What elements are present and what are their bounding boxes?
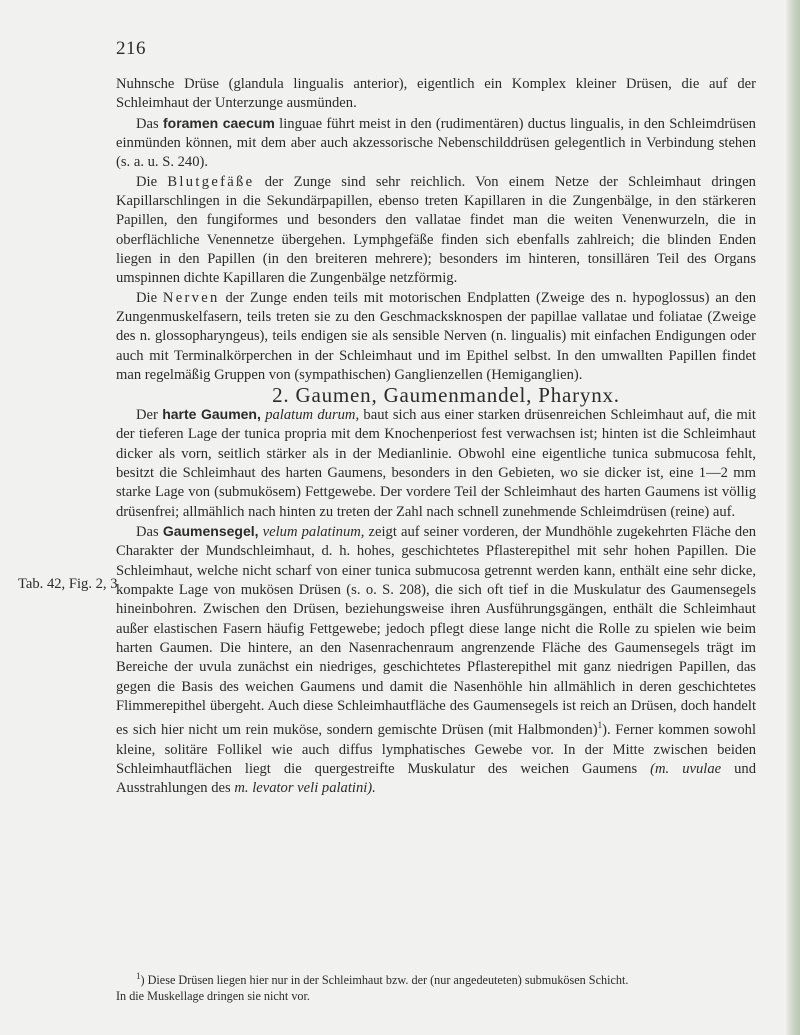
paragraph-blood-vessels: Die Blutgefäße der Zunge sind sehr reichlich. Von einem Netze der Schleimhaut dringen Kapillarschlingen in die Sekundärpapillen, ebenso treten Kapillaren in die Zungenbälge, in den stärkeren Papillen, den fungiformes und besonders den vallatae findet man die weiten Venenwurzeln, die in oberflächliche Venennetze übergehen. Lymphgefäße finden sich ebenfalls zahlreich; die blinden Enden liegen in den Papillen (in den breiteren mehrere); besonders im hinteren, tonsillären Teil des Organs umspinnen dichte Kapillaren die Zungenbälge netzförmig. (116, 173, 756, 287)
paragraph-nerves: Die Nerven der Zunge enden teils mit motorischen Endplatten (Zweige des n. hypoglossus) an den Zungenmuskelfasern, teils treten sie zu den Geschmacksknospen der papillae vallatae und foliatae (Zweige des n. glossopharyngeus), teils endigen sie als sensible Nerven (n. lingualis) mit einfachen Endigungen oder auch mit Terminalkörperchen in der Schleimhaut und im Epithel selbst. In den umwallten Papillen findet man regelmäßig Gruppen von (sympathischen) Ganglienzellen (Hemiganglien). (116, 289, 756, 384)
paragraph-hard-palate: Der harte Gaumen, palatum durum, baut sich aus einer starken drüsenreichen Schleimhaut auf, die mit der tieferen Lage der tunica propria mit dem Knochenperiost fest verwachsen ist; hinten ist die Schleimhaut dicker als vorn, seitlich stärker als in der Medianlinie. Obwohl eine eigentliche tunica submucosa fehlt, besitzt die Schleimhaut des harten Gaumens, besonders in den Gebieten, wo sie dicker ist, eine 1—2 mm starke Lage von (submukösem) Fettgewebe. Der vordere Teil der Schleimhaut des harten Gaumens ist völlig drüsenfrei; allmählich nach hinten zu treten der Zahl nach schnell zunehmende Schleimdrüsen (reine) auf. (116, 405, 756, 520)
main-text (116, 75, 756, 799)
page-edge-shadow (786, 0, 800, 1035)
term-m-uvulae: (m. uvulae (650, 760, 722, 777)
term-blutgefaesse: Blutgefäße (167, 173, 255, 190)
term-foramen-caecum: foramen caecum (162, 114, 275, 131)
paragraph-nuhn-gland: Nuhnsche Drüse (glandula lingualis anterior), eigentlich ein Komplex kleiner Drüsen, die auf der Schleimhaut der Unterzunge ausmünden. (116, 76, 756, 112)
term-m-levator: m. levator veli palatini). (234, 780, 376, 797)
paragraph-foramen-caecum: Das foramen caecum linguae führt meist in den (rudimentären) ductus lingualis, in den Schleimdrüsen einmünden können, mit dem aber auch akzessorische Nebenschilddrüsen gelegentlich in Verbindung stehen (s. a. u. S. 240). (116, 114, 756, 171)
term-velum-palatinum: velum palatinum, (262, 523, 365, 540)
footnote: $^1$) Diese Drüsen liegen hier nur in der Schleimhaut bzw. der (nur angedeuteten) submukösen Schicht. In die Muskellage dringen sie nicht vor. (116, 971, 629, 1003)
footnote-marker: 1 (136, 971, 141, 981)
paragraph-soft-palate: Das Gaumensegel, velum palatinum, zeigt auf seiner vorderen, der Mundhöhle zugekehrten Fläche den Charakter der Mundschleimhaut, d. h. hohes, geschichtetes Pflasterepithel mit sehr hohen Papillen. Die Schleimhaut, welche nicht scharf von einer tunica submucosa getrennt werden kann, enthält eine sehr dicke, kompakte Lage von mukösen Drüsen (s. o. S. 208), die sich oft tief in die Muskulatur des Gaumensegels hineinbohren. Zwischen den Drüsen, beziehungsweise ihren Ausführungsgängen, enthält die Schleimhaut außer elastischen Fasern häufig Fettgewebe; jedoch pflegt diese lange nicht die Rolle zu spielen wie beim harten Gaumen. Die hintere, an den Nasenrachenraum angrenzende Fläche des Gaumensegels trägt im Bereiche der uvula zunächst ein niedriges, geschichtetes Pflasterepithel mit ganz niedrigen Papillen, das gegen die Basis des weichen Gaumens und damit die Nasenhöhle hin allmählich in deren geschichtetes Flimmerepithel übergeht. Auch diese Schleimhautfläche des Gaumensegels ist reich an Drüsen, doch handelt es sich hier nicht um rein muköse, sondern gemischte Drüsen (mit Halbmonden)$^1$). Ferner kommen sowohl kleine, solitäre Follikel wie auch diffus lymphatisches Gewebe vor. In der Mitte zwischen beiden Schleimhautflächen liegt die quergestreifte Muskulatur des weichen Gaumens (m. uvulae und Ausstrahlungen des m. levator veli palatini). (116, 522, 756, 797)
margin-note-figure-reference: Tab. 42, Fig. 2, 3 (18, 576, 118, 592)
section-heading: 2. Gaumen, Gaumenmandel, Pharynx. (272, 382, 620, 407)
term-gaumensegel: Gaumensegel, (162, 522, 259, 539)
term-harte-gaumen: harte Gaumen, (162, 405, 261, 422)
footnote-reference: 1 (597, 720, 603, 731)
term-nerven: Nerven (162, 289, 220, 306)
page-number: 216 (116, 38, 146, 59)
term-palatum-durum: palatum durum, (265, 406, 360, 423)
